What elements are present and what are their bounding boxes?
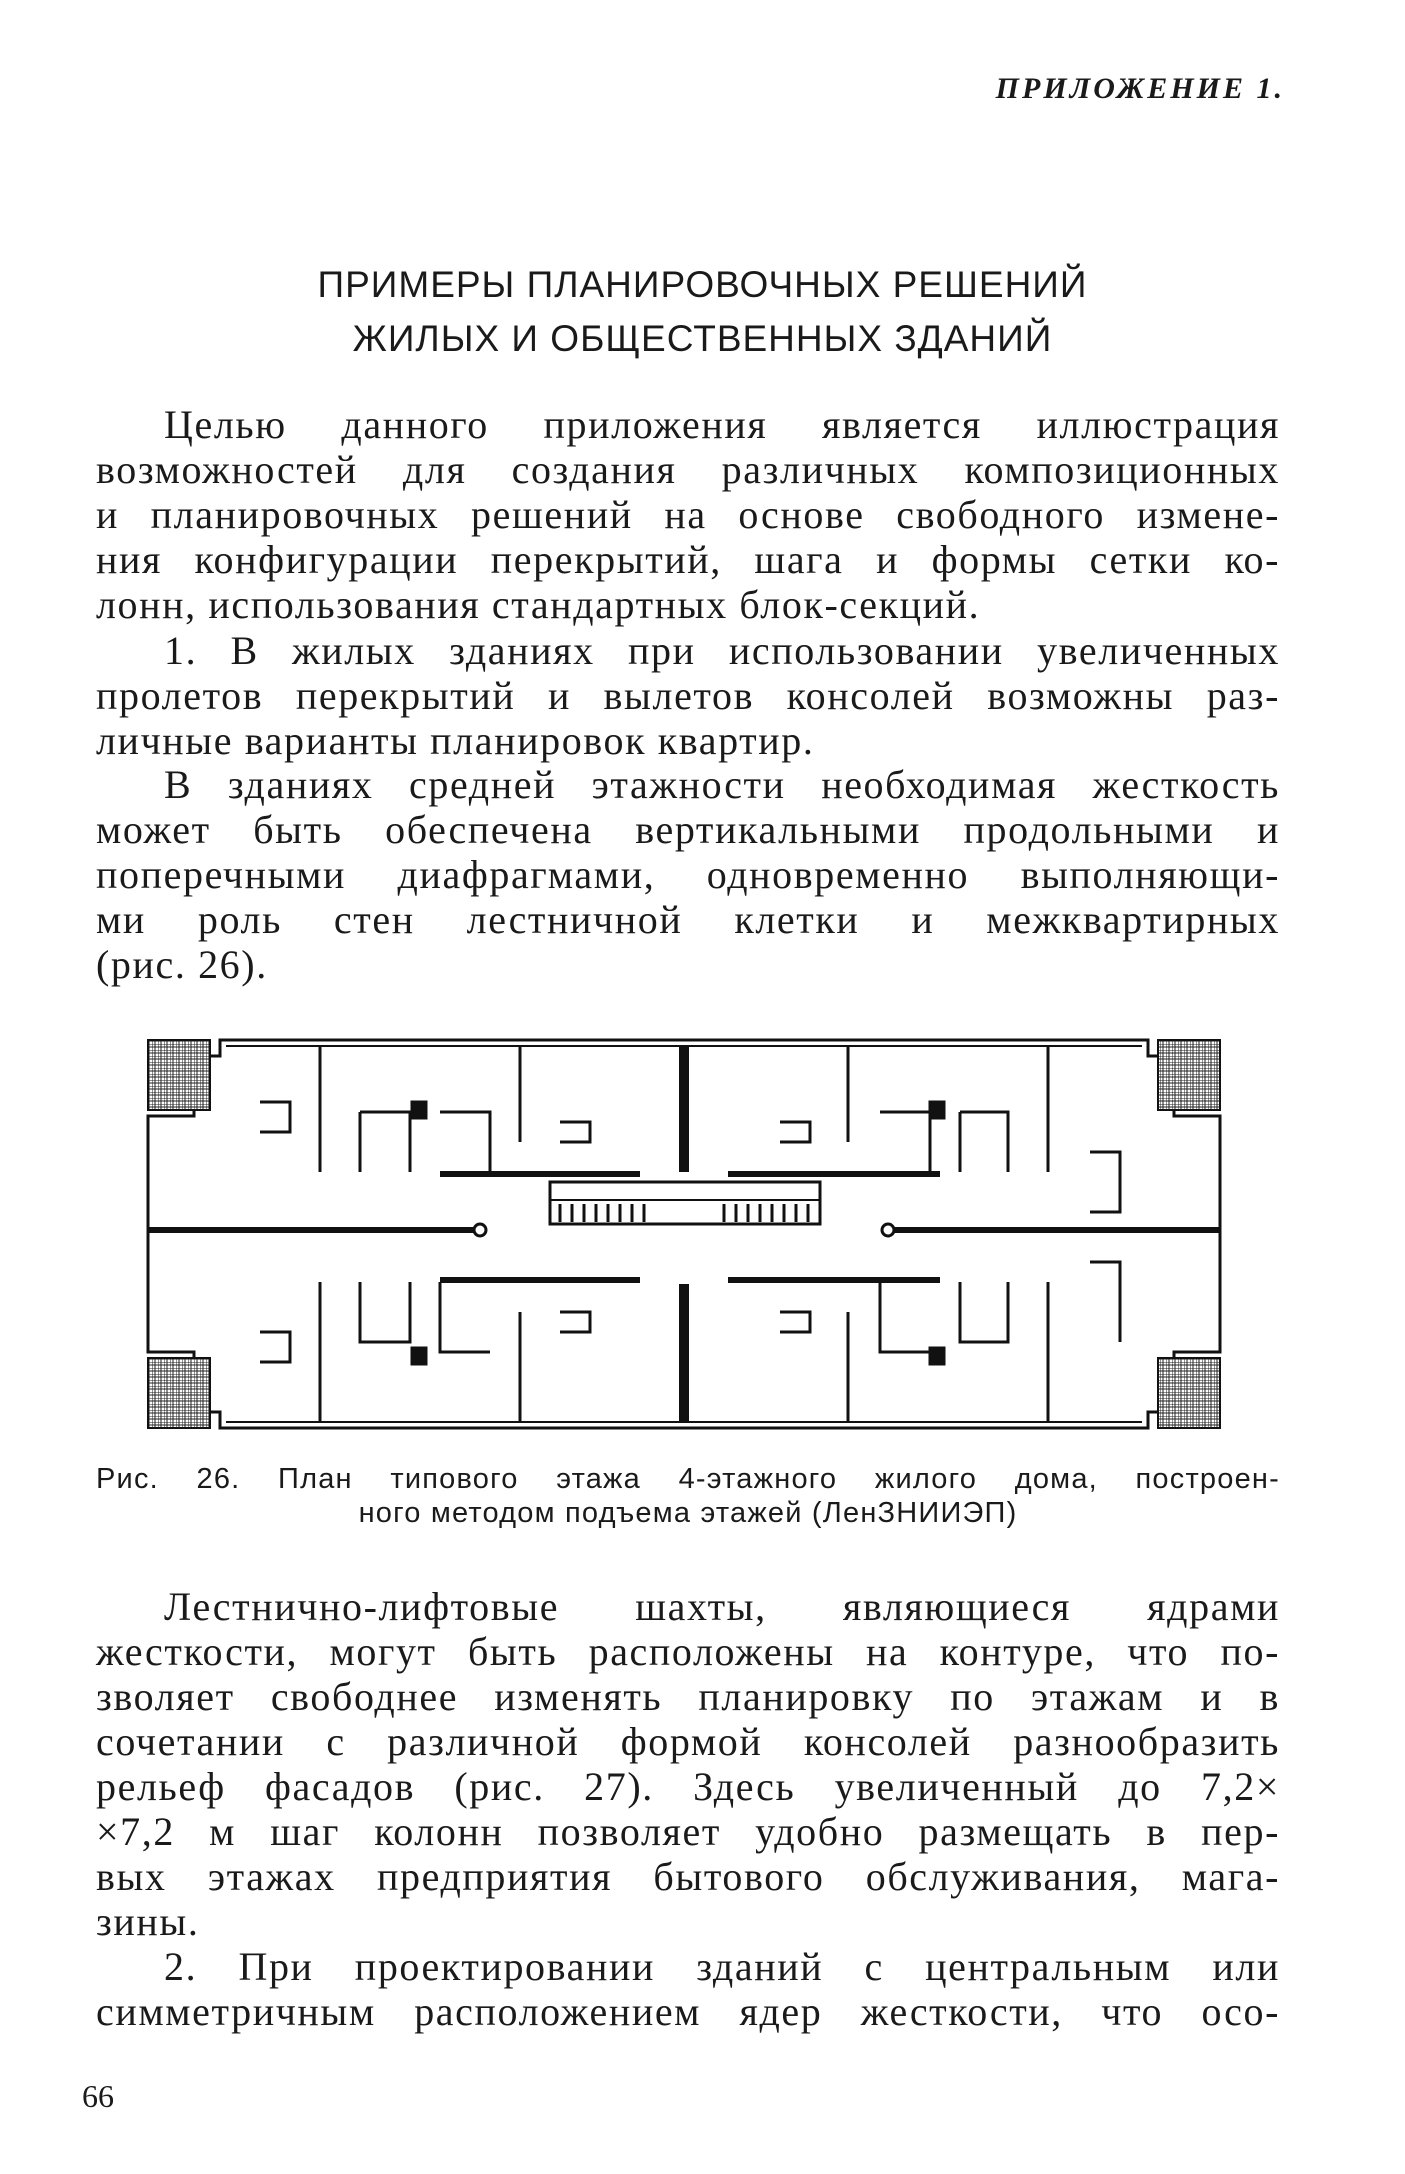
text-line: зины. [96,1899,200,1944]
paragraph-1 [96,402,1280,627]
text-line: симметричным расположением ядер жесткости, что осо- [96,1989,1280,2034]
text-line: В зданиях средней этажности необходимая жесткость [164,762,1280,807]
text-line: жесткости, могут быть расположены на контуре, что по- [96,1629,1280,1674]
text-line: возможностей для создания различных композиционных [96,447,1280,492]
text-line: ×7,2 м шаг колонн позволяет удобно размещать в пер- [96,1809,1280,1854]
paragraph-5 [96,1944,1280,2034]
floor-plan-drawing [140,1032,1228,1436]
text-line: Целью данного приложения является иллюстрация [164,402,1280,447]
text-line: поперечными диафрагмами, одновременно выполняющи- [96,852,1280,897]
text-line: и планировочных решений на основе свободного измене- [96,492,1280,537]
text-line: лонн, использования стандартных блок-секций. [96,582,981,627]
paragraph-3 [96,762,1280,987]
text-line: пролетов перекрытий и вылетов консолей возможны раз- [96,673,1280,718]
text-line: может быть обеспечена вертикальными продольными и [96,807,1280,852]
text-line: сочетании с различной формой консолей разнообразить [96,1719,1280,1764]
floor-plan-figure [140,1032,1228,1436]
title-line-1: ПРИМЕРЫ ПЛАНИРОВОЧНЫХ РЕШЕНИЙ [317,264,1088,305]
text-line: зволяет свободнее изменять планировку по этажам и в [96,1674,1280,1719]
text-line: личные варианты планировок квартир. [96,718,815,763]
text-line: ми роль стен лестничной клетки и межквартирных [96,897,1280,942]
text-line: 2. При проектировании зданий с центральным или [164,1944,1280,1989]
text-line: вых этажах предприятия бытового обслуживания, мага- [96,1854,1280,1899]
text-line: (рис. 26). [96,942,268,987]
title-line-2: ЖИЛЫХ И ОБЩЕСТВЕННЫХ ЗДАНИЙ [352,318,1053,359]
paragraph-4 [96,1584,1280,1944]
text-line: рельеф фасадов (рис. 27). Здесь увеличенный до 7,2× [96,1764,1280,1809]
text-line: Лестнично-лифтовые шахты, являющиеся ядрами [164,1584,1280,1629]
figure-caption [96,1462,1280,1530]
running-head: ПРИЛОЖЕНИЕ 1. [995,72,1285,105]
caption-line-1: Рис. 26. План типового этажа 4-этажного жилого дома, построен- [96,1463,1280,1495]
text-line: ния конфигурации перекрытий, шага и формы сетки ко- [96,537,1280,582]
page-number: 66 [82,2078,114,2114]
caption-line-2: ного методом подъема этажей (ЛенЗНИИЭП) [358,1497,1018,1529]
paragraph-2 [96,628,1280,763]
text-line: 1. В жилых зданиях при использовании увеличенных [164,628,1280,673]
section-title [100,258,1305,366]
